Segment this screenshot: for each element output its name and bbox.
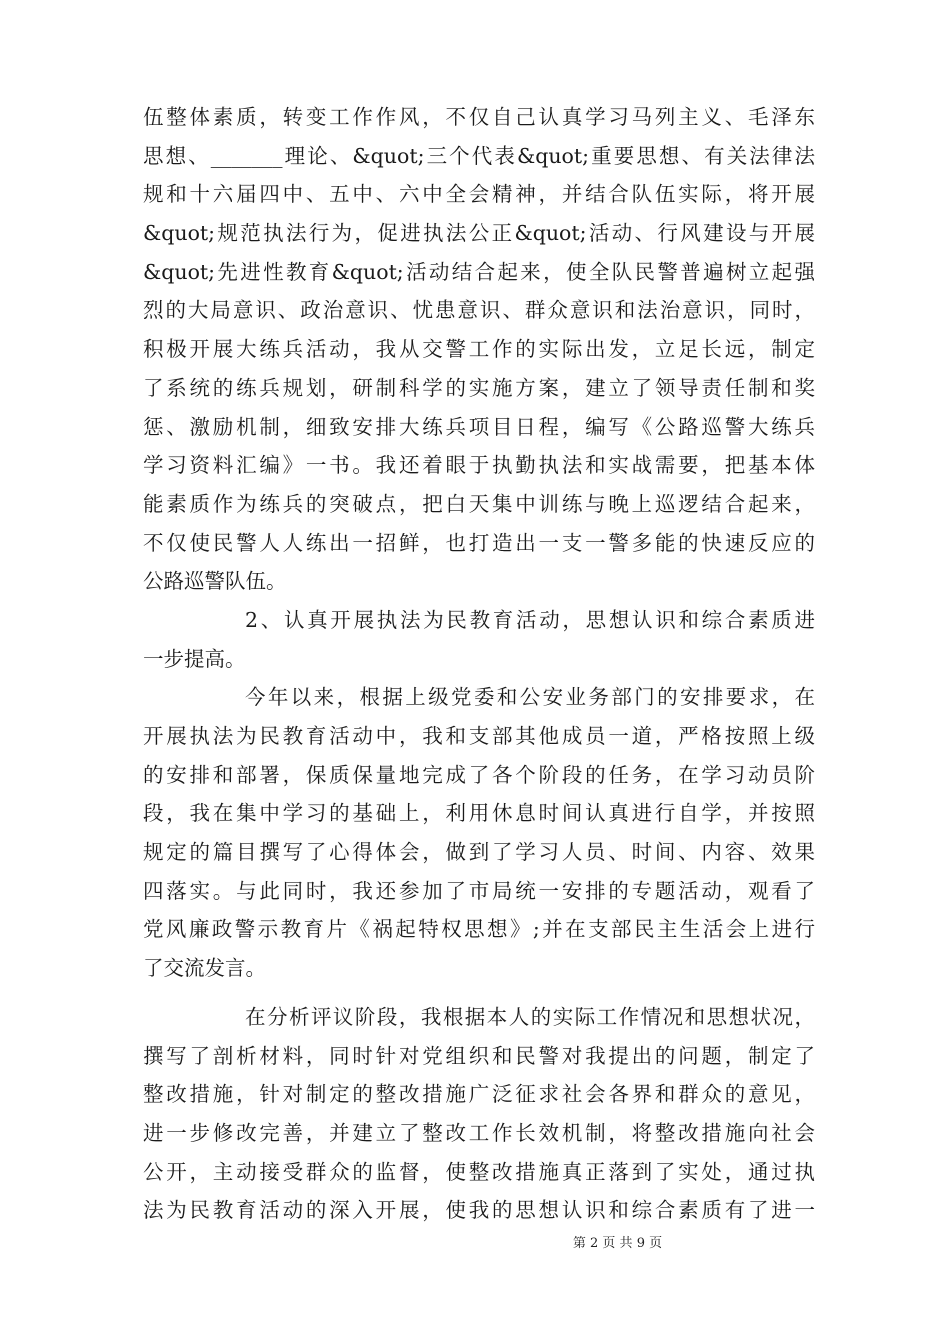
text-line: 惩、激励机制，细致安排大练兵项目日程，编写《公路巡警大练兵 [143,414,815,439]
text-line: 能素质作为练兵的突破点，把白天集中训练与晚上巡逻结合起来， [143,491,815,516]
text-line: 进一步修改完善，并建立了整改工作长效机制，将整改措施向社会 [143,1120,815,1145]
text-line: 整改措施，针对制定的整改措施广泛征求社会各界和群众的意见， [143,1082,815,1107]
text-line: 开展执法为民教育活动中，我和支部其他成员一道，严格按照上级 [143,724,815,748]
text-line: 伍整体素质，转变工作作风，不仅自己认真学习马列主义、毛泽东 [143,105,815,129]
paragraph-start: 在分析评议阶段，我根据本人的实际工作情况和思想状况， [245,1004,815,1029]
text-line: 规定的篇目撰写了心得体会，做到了学习人员、时间、内容、效果 [143,840,815,865]
text-line: 四落实。与此同时，我还参加了市局统一安排的专题活动，观看了 [143,878,815,903]
paragraph-gap [143,988,815,998]
page-number: 第 2 页 共 9 页 [572,1236,663,1251]
text-line: 法为民教育活动的深入开展，使我的思想认识和综合素质有了进一 [143,1198,815,1223]
text-line: 了系统的练兵规划，研制科学的实施方案，建立了领导责任制和奖 [143,375,815,400]
text-line: 撰写了剖析材料，同时针对党组织和民警对我提出的问题，制定了 [143,1043,815,1068]
text-line: 思想、_______理论、&quot;三个代表&quot;重要思想、有关法律法 [143,143,815,168]
document-body [143,98,815,1230]
text-line: 规和十六届四中、五中、六中全会精神，并结合队伍实际，将开展 [143,182,815,207]
text-line: &quot;规范执法行为，促进执法公正&quot;活动、行风建设与开展 [143,221,815,246]
text-line: 的安排和部署，保质保量地完成了各个阶段的任务，在学习动员阶 [143,762,815,787]
text-line: 公路巡警队伍。 [143,569,287,594]
text-line: 党风廉政警示教育片《祸起特权思想》;并在支部民主生活会上进行 [143,917,815,942]
paragraph-start: 今年以来，根据上级党委和公安业务部门的安排要求，在 [245,685,815,710]
text-line: 了交流发言。 [143,956,266,981]
text-line: 段，我在集中学习的基础上，利用休息时间认真进行自学，并按照 [143,801,815,826]
section-heading: 2、认真开展执法为民教育活动，思想认识和综合素质进 [245,607,815,632]
text-line: 公开，主动接受群众的监督，使整改措施真正落到了实处，通过执 [143,1159,815,1184]
text-line: 一步提高。 [143,646,246,671]
text-line: 学习资料汇编》一书。我还着眼于执勤执法和实战需要，把基本体 [143,453,815,478]
text-line: 烈的大局意识、政治意识、忧患意识、群众意识和法治意识，同时， [143,298,815,323]
text-line: 不仅使民警人人练出一招鲜，也打造出一支一警多能的快速反应的 [143,530,815,555]
text-line: 积极开展大练兵活动，我从交警工作的实际出发，立足长远，制定 [143,337,815,362]
text-line: &quot;先进性教育&quot;活动结合起来，使全队民警普遍树立起强 [143,259,815,284]
